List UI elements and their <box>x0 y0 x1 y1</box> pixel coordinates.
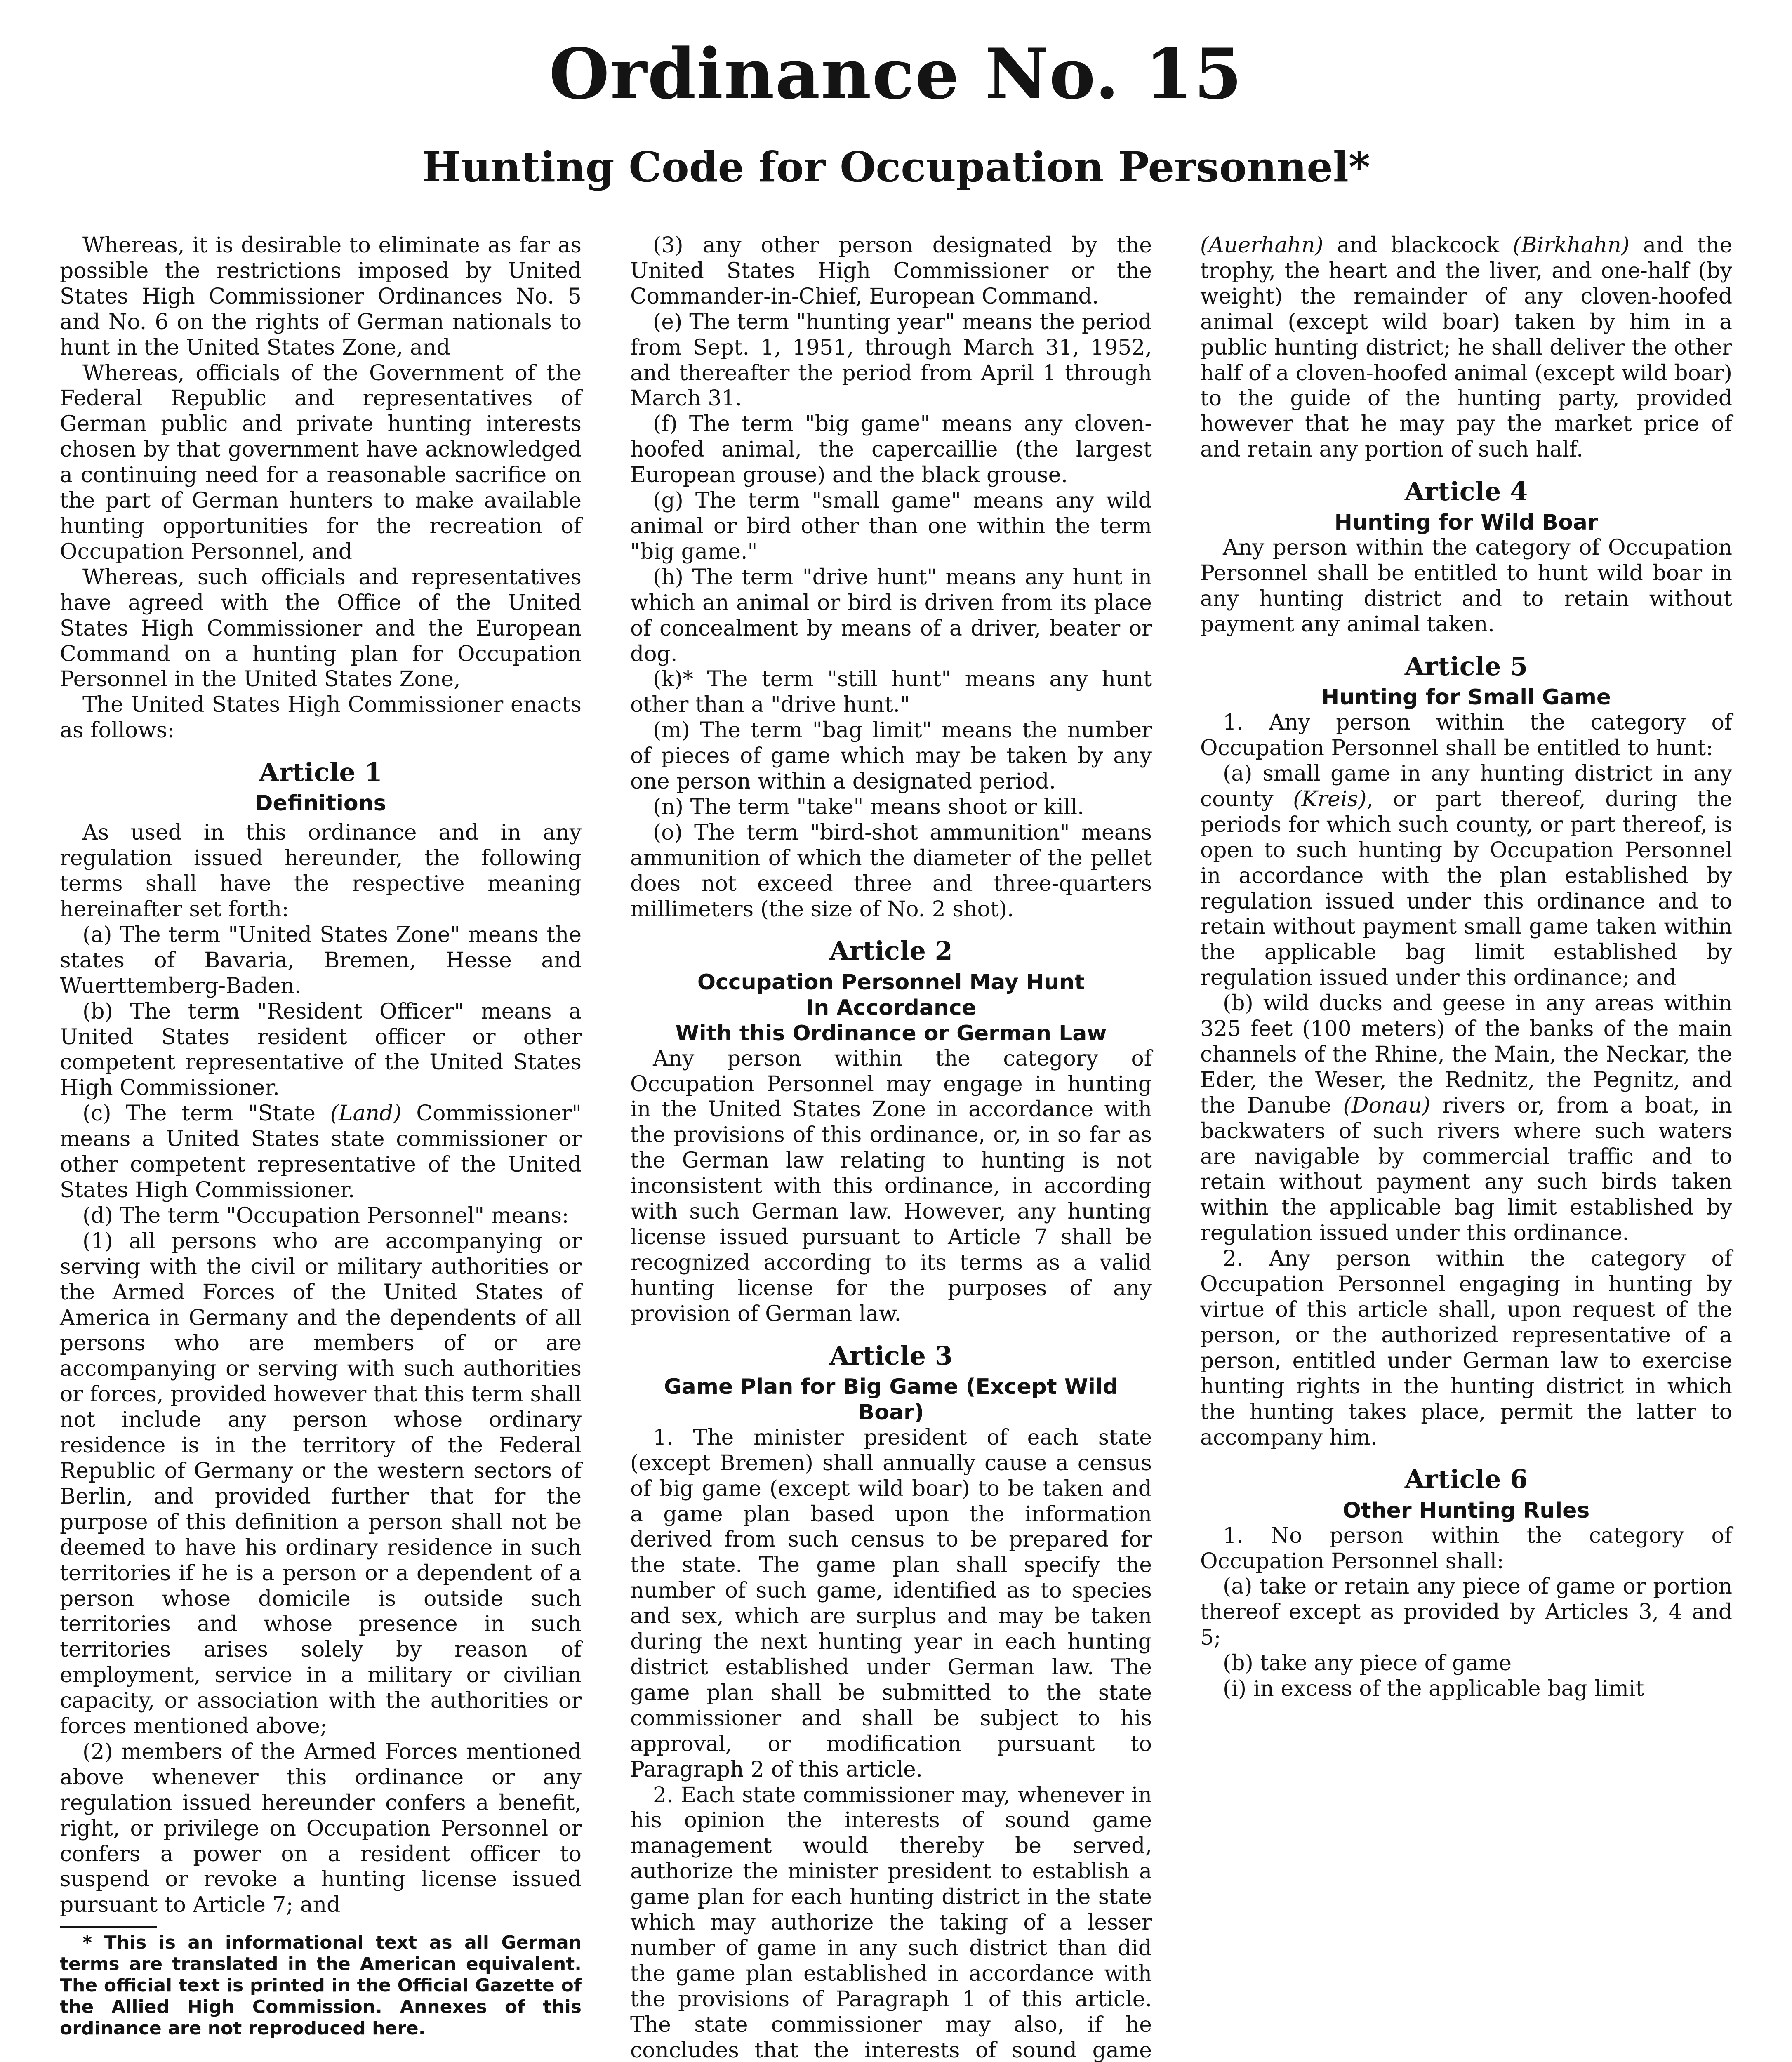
article-2-subheading-line3: With this Ordinance or German Law <box>675 1021 1107 1046</box>
definition-m: (m) The term "bag limit" means the number of pieces of game which may be taken by any one person within a designated period. <box>630 718 1152 794</box>
definition-d2: (2) members of the Armed Forces mentioned above whenever this ordinance or any regulation issued hereunder confers a benefit, right, or privilege on Occupation Personnel or confers a power on a resident officer to suspend or revoke a hunting license issued pursuant to Article 7; and <box>60 1739 582 1918</box>
page-subtitle: Hunting Code for Occupation Personnel* <box>422 143 1370 191</box>
article-5-clause-a <box>1200 761 1732 991</box>
footnote-main: * This is an informational text as all German terms are translated in the American equivalent. The official text is printed in the Official Gazette of the Allied High Commission. Annexes of this ordinance are not reproduced here. <box>60 1932 582 2039</box>
definition-c-land: (Land) <box>330 1101 402 1126</box>
article-5-text: (b) wild ducks and geese in any areas within 325 feet (100 meters) of the banks of the main channels of the Rhine, the Main, the Neckar, the Eder, the Weser, the Rednitz, the Pegnitz, and the Danube <box>1200 991 1732 1118</box>
article-1-heading: Article 1 <box>259 757 382 788</box>
article-3-heading: Article 3 <box>829 1340 953 1371</box>
article-6-clause-i: (i) in excess of the applicable bag limit <box>1223 1676 1644 1702</box>
definition-a: (a) The term "United States Zone" means the states of Bavaria, Bremen, Hesse and Wuerttemberg-Baden. <box>60 922 582 998</box>
article-4-heading: Article 4 <box>1404 476 1528 507</box>
footnote-rule <box>60 1926 157 1928</box>
article-6-clause-a: (a) take or retain any piece of game or portion thereof except as provided by Articles 3, 4 and 5; <box>1200 1574 1732 1650</box>
preamble-paragraph: Whereas, such officials and representatives have agreed with the Office of the United States High Commissioner and the European Command on a hunting plan for Occupation Personnel in the United States Zone, <box>60 565 582 692</box>
term-kreis: (Kreis) <box>1293 786 1367 812</box>
article-6-clause-b: (b) take any piece of game <box>1223 1651 1512 1676</box>
term-auerhahn: (Auerhahn) <box>1200 233 1323 258</box>
preamble-paragraph: Whereas, officials of the Government of the Federal Republic and representatives of German public and private hunting interests chosen by that government have acknowledged a continuing need for a reasonable sacrifice on the part of German hunters to make available hunting opportunities for the recreation of Occupation Personnel, and <box>60 360 582 564</box>
column-2 <box>630 233 1152 2062</box>
article-2-paragraph: Any person within the category of Occupation Personnel may engage in hunting in the United States Zone in accordance with the provisions of this ordinance, or, in so far as the German law relating to hunting is not inconsistent with this ordinance, in according with such German law. However, any hunting license issued pursuant to Article 7 shall be recognized according to its terms as a valid hunting license for the purposes of any provision of German law. <box>630 1046 1152 1326</box>
definition-g: (g) The term "small game" means any wild animal or bird other than one within the term "big game." <box>630 488 1152 564</box>
definition-n: (n) The term "take" means shoot or kill. <box>653 794 1084 819</box>
column-3 <box>1200 233 1732 1702</box>
article-3-paragraph-2-continued <box>1200 233 1732 463</box>
article-5-subheading: Hunting for Small Game <box>1321 685 1611 710</box>
definition-c-rest: Commissioner" means a United States state commissioner or other competent representative of the United States High Commissioner. <box>60 1101 582 1203</box>
definition-d3: (3) any other person designated by the United States High Commissioner or the Commander-in-Chief, European Command. <box>630 233 1152 309</box>
term-birkhahn: (Birkhahn) <box>1512 233 1630 258</box>
page-title: Ordinance No. 15 <box>549 33 1243 115</box>
article-3-paragraph-2 <box>630 1783 1152 2062</box>
definition-k: (k)* The term "still hunt" means any hunt other than a "drive hunt." <box>630 667 1152 718</box>
definition-c <box>60 1101 582 1203</box>
article-5-paragraph-2: 2. Any person within the category of Occupation Personnel engaging in hunting by virtue of this article shall, upon request of the person, or the authorized representative of a person, entitled under German law to exercise hunting rights in the hunting district in which the hunting takes place, permit the latter to accompany him. <box>1200 1246 1732 1450</box>
article-3-text: and blackcock <box>1323 233 1513 258</box>
article-3-paragraph-1: 1. The minister president of each state (except Bremen) shall annually cause a census of big game (except wild boar) to be taken and a game plan based upon the information derived from such census to be prepared for the state. The game plan shall specify the number of such game, identified as to species and sex, which are surplus and may be taken during the next hunting year in each hunting district established under German law. The game plan shall be submitted to the state commissioner and shall be subject to his approval, or modification pursuant to Paragraph 2 of this article. <box>630 1425 1152 1782</box>
definition-o: (o) The term "bird-shot ammunition" means ammunition of which the diameter of the pellet does not exceed three and three-quarters millimeters (the size of No. 2 shot). <box>630 820 1152 922</box>
article-1-intro: As used in this ordinance and in any regulation issued hereunder, the following terms shall have the respective meaning hereinafter set forth: <box>60 820 582 922</box>
preamble-paragraph: Whereas, it is desirable to eliminate as far as possible the restrictions imposed by United States High Commissioner Ordinances No. 5 and No. 6 on the rights of German nationals to hunt in the United States Zone, and <box>60 233 582 360</box>
article-6-heading: Article 6 <box>1404 1464 1528 1495</box>
definition-d: (d) The term "Occupation Personnel" means: <box>82 1203 569 1228</box>
article-2-subheading-line1: Occupation Personnel May Hunt <box>697 970 1085 995</box>
article-4-paragraph: Any person within the category of Occupation Personnel shall be entitled to hunt wild boar in any hunting district and to retain without payment any animal taken. <box>1200 535 1732 637</box>
definition-e: (e) The term "hunting year" means the period from Sept. 1, 1951, through March 31, 1952, and thereafter the period from April 1 through March 31. <box>630 309 1152 411</box>
preamble-paragraph: The United States High Commissioner enacts as follows: <box>60 692 582 743</box>
article-5-paragraph-1: 1. Any person within the category of Occupation Personnel shall be entitled to hunt: <box>1200 710 1732 761</box>
article-3-subheading: Game Plan for Big Game (Except Wild Boar) <box>664 1374 1118 1425</box>
definition-h: (h) The term "drive hunt" means any hunt in which an animal or bird is driven from its place of concealment by means of a driver, beater or dog. <box>630 565 1152 666</box>
definition-c-prefix: (c) The term "State <box>82 1101 330 1126</box>
term-donau: (Donau) <box>1343 1093 1431 1118</box>
article-6-paragraph-1: 1. No person within the category of Occupation Personnel shall: <box>1200 1523 1732 1574</box>
article-5-text: (a) small game in any hunting district in any county <box>1200 761 1732 812</box>
article-5-heading: Article 5 <box>1404 651 1528 681</box>
definition-b: (b) The term "Resident Officer" means a United States resident officer or other competent representative of the United States High Commissioner. <box>60 999 582 1101</box>
definition-d1: (1) all persons who are accompanying or serving with the civil or military authorities or the Armed Forces of the United States of America in Germany and the dependents of all persons who are members of or are accompanying or serving with such authorities or forces, provided however that this term shall not include any person whose ordinary residence is in the territory of the Federal Republic of Germany or the western sectors of Berlin, and provided further that for the purpose of this definition a person shall not be deemed to have his ordinary residence in such territories if he is a person or a dependent of a person whose domicile is outside such territories and whose presence in such territories arises solely by reason of employment, service in a military or civilian capacity, or association with the authorities or forces mentioned above; <box>60 1229 582 1739</box>
article-1-subheading: Definitions <box>255 791 386 816</box>
article-2-subheading-line2: In Accordance <box>805 995 977 1020</box>
article-3-text: and the trophy, the heart and the liver, and one-half (by weight) the remainder of any cloven-hoofed animal (except wild boar) taken by him in a public hunting district; he shall deliver the other half of a cloven-hoofed animal (except wild boar) to the guide of the hunting party, provided however that he may pay the market price of and retain any portion of such half. <box>1200 233 1733 462</box>
column-1 <box>60 233 582 2039</box>
article-5-clause-b <box>1200 991 1732 1246</box>
article-5-text: , or part thereof, during the periods for which such county, or part thereof, is open to such hunting by Occupation Personnel in accordance with the plan established by regulation issued under this ordinance and to retain without payment small game taken within the applicable bag limit established by regulation issued under this ordinance; and <box>1200 786 1732 991</box>
article-5-text: rivers or, from a boat, in backwaters of such rivers where such waters are navigable by commercial traffic and to retain without payment any such birds taken within the applicable bag limit established by regulation issued under this ordinance. <box>1200 1093 1733 1246</box>
article-2-heading: Article 2 <box>829 936 953 966</box>
article-3-paragraph-2-text: 2. Each state commissioner may, whenever in his opinion the interests of sound game management would thereby be served, authorize the minister president to establish a game plan for each hunting district in the state which may authorize the taking of a lesser number of game in any such district than did the game plan established in accordance with the provisions of Paragraph 1 of this article. The state commissioner may also, if he concludes that the interests of sound game <box>630 1782 1152 2062</box>
article-6-subheading: Other Hunting Rules <box>1342 1498 1590 1523</box>
article-4-subheading: Hunting for Wild Boar <box>1334 510 1598 535</box>
definition-f: (f) The term "big game" means any cloven-hoofed animal, the capercaillie (the largest European grouse) and the black grouse. <box>630 412 1152 488</box>
